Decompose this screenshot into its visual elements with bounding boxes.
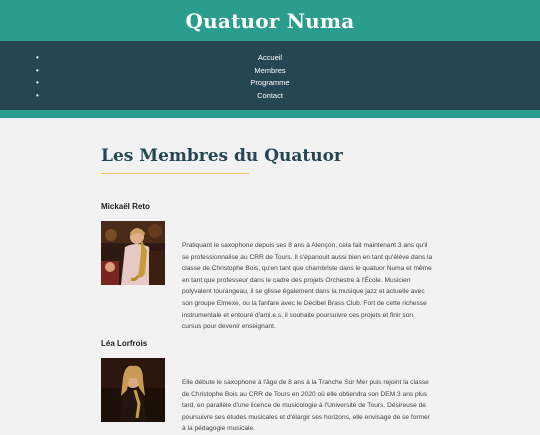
site-title: Quatuor Numa [185, 8, 355, 33]
main-content [0, 118, 540, 433]
member-name: Mickaël Reto [101, 202, 150, 211]
nav-item-programme [0, 77, 540, 90]
nav-link-programme[interactable]: Programme [250, 78, 290, 87]
member-photo [101, 221, 165, 285]
heading-underline [101, 173, 249, 174]
nav-item-membres [0, 65, 540, 78]
member-bio: Elle débute le saxophone à l'âge de 8 ans à la Tranche Sur Mer puis rejoint la classe de Christophe Bois au CRR de Tours en 2020 où elle obtiendra son DEM 3 ans plus tard, en parallèle d'une licence de musicologie à l'Université de Tours. Désireuse de poursuivre ses études musicales et d'élargir ses horizons, elle envisage de se former à la pédagogie musicale. [182, 379, 430, 433]
member-photo [101, 358, 165, 422]
site-header [0, 0, 540, 41]
nav-link-accueil[interactable]: Accueil [257, 53, 283, 62]
member-bio: Pratiquant le saxophone depuis ses 8 ans à Alençon, cela fait maintenant 3 ans qu'il se professionnalise au CRR de Tours. Il s'épanouit aussi bien en tant qu'élève dans la classe de Christophe Bois, qu'en tant que chambriste dans le quatuor Numa et même en tant que professeur dans le cadre des projets Orchestre à l'École. Musicien polyvalent tourangeau, il se glisse également dans la musique jazz et actuelle avec son groupe Elmexe, ou la fanfare avec le Décibel Brass Club. Fort de cette richesse instrumentale et entouré d'ami.e.s, il souhaite poursuivre ces projets et finir son cursus pour devenir enseignant. [182, 242, 433, 331]
nav-item-accueil [0, 52, 540, 65]
header-divider-strip [0, 110, 540, 118]
nav-item-contact [0, 90, 540, 103]
nav-list [0, 41, 540, 102]
nav-link-membres[interactable]: Membres [254, 65, 286, 75]
main-nav [0, 41, 540, 110]
member-name: Léa Lorfrois [101, 339, 148, 348]
page-title: Les Membres du Quatuor [101, 146, 343, 166]
nav-link-contact[interactable]: Contact [257, 90, 283, 100]
